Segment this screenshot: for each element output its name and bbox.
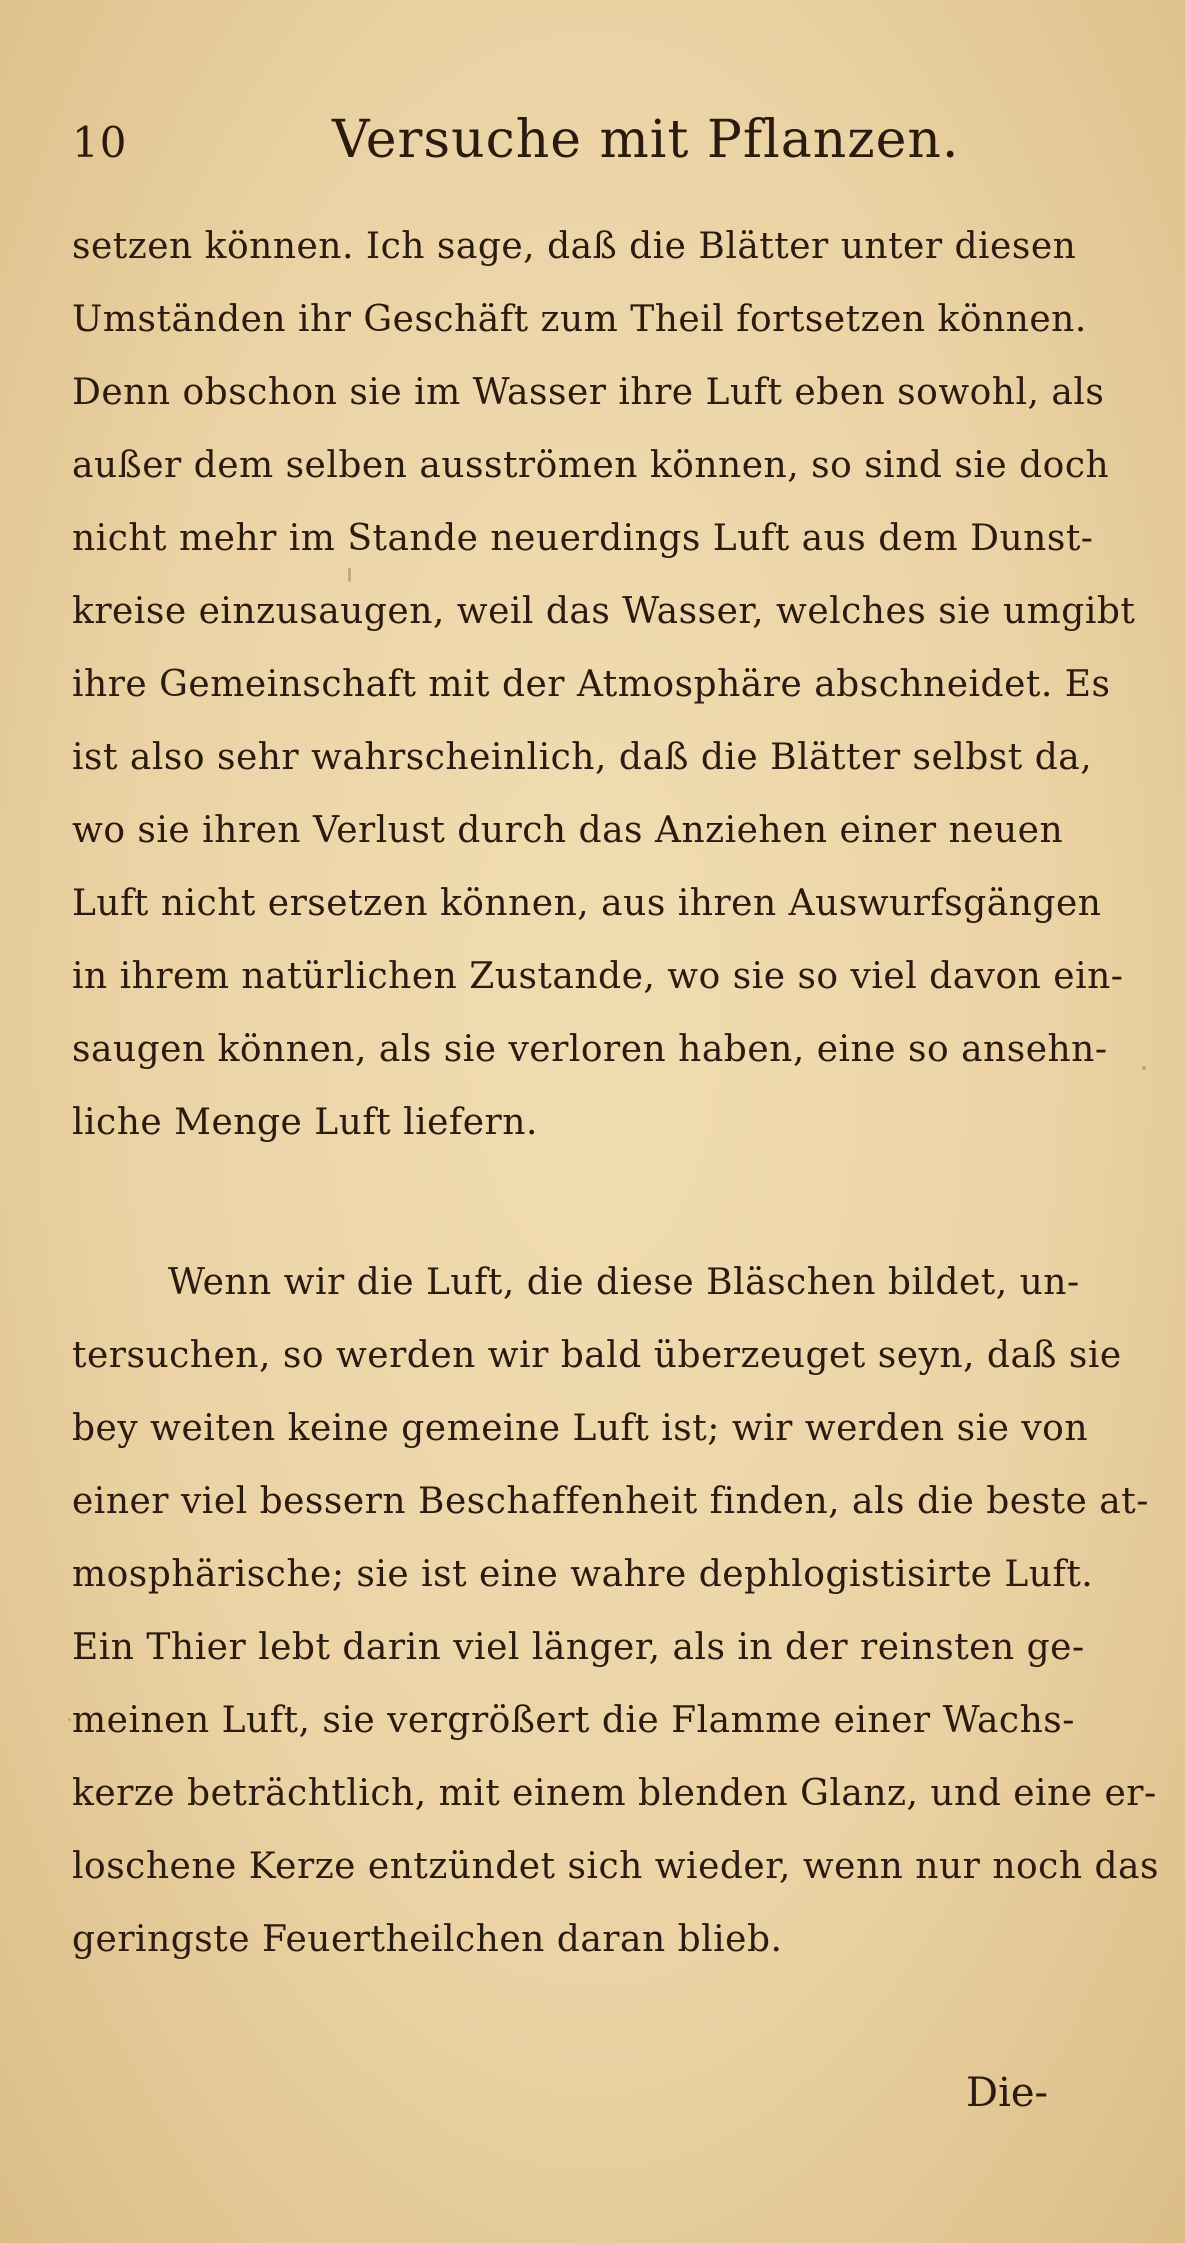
- text-line: Wenn wir die Luft, die diese Bläschen bildet, un-: [168, 1262, 1080, 1303]
- running-head: Versuche mit Pflanzen.: [332, 110, 960, 170]
- text-line: setzen können. Ich sage, daß die Blätter unter diesen: [72, 226, 1077, 267]
- catchword: Die-: [966, 2070, 1049, 2116]
- paper-speck: [68, 1718, 71, 1721]
- text-line: kerze beträchtlich, mit einem blenden Glanz, und eine er-: [72, 1773, 1157, 1814]
- text-line: Ein Thier lebt darin viel länger, als in der reinsten ge-: [72, 1627, 1085, 1668]
- text-line: tersuchen, so werden wir bald überzeuget seyn, daß sie: [72, 1335, 1122, 1376]
- body-text: [72, 210, 1159, 1976]
- text-line: einer viel bessern Beschaffenheit finden, als die beste at-: [72, 1481, 1149, 1522]
- paragraph-1: [72, 210, 1136, 1159]
- paragraph-gap: [72, 1159, 1122, 1246]
- page-header: [72, 100, 1112, 180]
- text-line: Luft nicht ersetzen können, aus ihren Auswurfsgängen: [72, 883, 1102, 924]
- text-line: bey weiten keine gemeine Luft ist; wir werden sie von: [72, 1408, 1089, 1449]
- text-line: saugen können, als sie verloren haben, eine so ansehn-: [72, 1029, 1108, 1070]
- paper-speck: [1142, 1066, 1146, 1070]
- text-line: meinen Luft, sie vergrößert die Flamme einer Wachs-: [72, 1700, 1075, 1741]
- text-line: wo sie ihren Verlust durch das Anziehen einer neuen: [72, 810, 1064, 851]
- paragraph-2: [72, 1246, 1159, 1976]
- text-line: in ihrem natürlichen Zustande, wo sie so viel davon ein-: [72, 956, 1124, 997]
- text-line: liche Menge Luft liefern.: [72, 1102, 538, 1143]
- text-line: ist also sehr wahrscheinlich, daß die Blätter selbst da,: [72, 737, 1093, 778]
- text-line: Umständen ihr Geschäft zum Theil fortsetzen können.: [72, 299, 1087, 340]
- text-line: kreise einzusaugen, weil das Wasser, welches sie umgibt: [72, 591, 1136, 632]
- text-line: ihre Gemeinschaft mit der Atmosphäre abschneidet. Es: [72, 664, 1111, 705]
- text-line: nicht mehr im Stande neuerdings Luft aus dem Dunst-: [72, 518, 1094, 559]
- text-line: loschene Kerze entzündet sich wieder, wenn nur noch das: [72, 1846, 1159, 1887]
- page-number: 10: [72, 118, 128, 167]
- text-line: Denn obschon sie im Wasser ihre Luft eben sowohl, als: [72, 372, 1105, 413]
- paper-speck: [348, 568, 351, 582]
- text-line: außer dem selben ausströmen können, so sind sie doch: [72, 445, 1110, 486]
- text-line: mosphärische; sie ist eine wahre dephlogistisirte Luft.: [72, 1554, 1094, 1595]
- text-line: geringste Feuertheilchen daran blieb.: [72, 1919, 783, 1960]
